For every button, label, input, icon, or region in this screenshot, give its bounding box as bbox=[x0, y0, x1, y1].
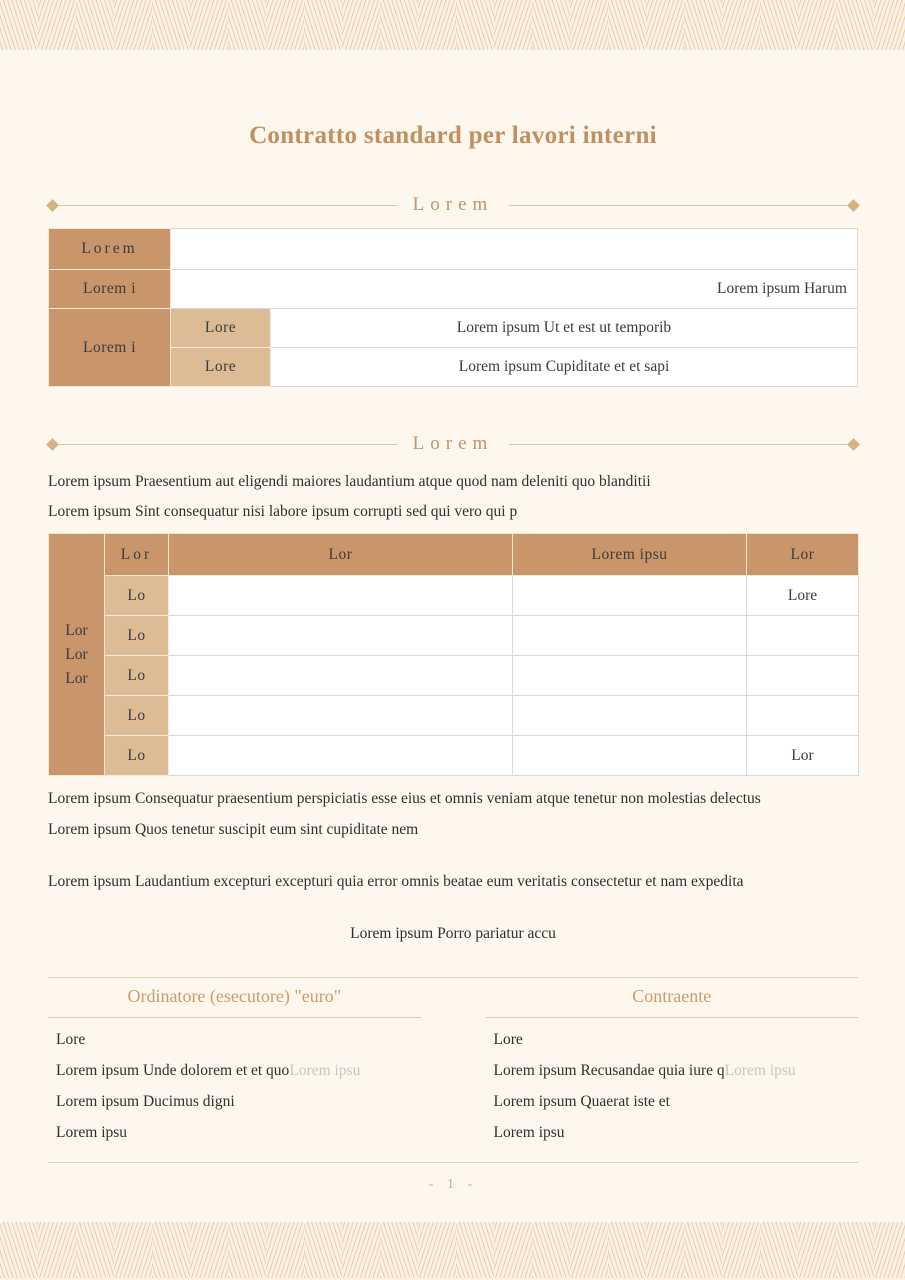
bottom-decorative-band bbox=[0, 1222, 905, 1280]
table-header-row bbox=[49, 534, 859, 576]
schedule-cell-4-2[interactable] bbox=[169, 696, 513, 736]
chevron-pattern-unit bbox=[0, 0, 38, 50]
chevron-pattern-unit bbox=[798, 0, 836, 50]
signature-right-line-2-gray: Lorem ipsu bbox=[724, 1062, 796, 1080]
chevron-pattern-unit bbox=[456, 1222, 494, 1278]
section-2-after-line-1: Lorem ipsum Consequatur praesentium perspiciatis esse eius et omnis veniam atque tenetur non molestias delectus bbox=[48, 790, 761, 808]
chevron-pattern-unit bbox=[380, 0, 418, 50]
table-row bbox=[49, 229, 858, 270]
diamond-icon-left-2 bbox=[46, 438, 59, 451]
row-value-3a[interactable]: Lorem ipsum Ut et est ut temporib bbox=[271, 309, 858, 348]
chevron-pattern-unit bbox=[304, 1222, 342, 1278]
paragraph-spacer-2 bbox=[48, 897, 858, 919]
chevron-pattern-unit bbox=[646, 0, 684, 50]
document-page bbox=[30, 50, 875, 1222]
section-1-label: Lorem bbox=[412, 194, 494, 215]
chevron-pattern-unit bbox=[836, 1222, 874, 1278]
schedule-cell-1-2[interactable] bbox=[169, 576, 513, 616]
chevron-pattern-unit bbox=[836, 0, 874, 50]
row-value-1[interactable] bbox=[171, 229, 858, 270]
table-row bbox=[49, 616, 859, 656]
schedule-cell-2-2[interactable] bbox=[169, 616, 513, 656]
chevron-pattern-unit bbox=[722, 1222, 760, 1278]
table-row bbox=[49, 656, 859, 696]
chevron-pattern-unit bbox=[570, 1222, 608, 1278]
signature-column-right bbox=[486, 986, 859, 1148]
signature-left-line-4-text: Lorem ipsu bbox=[56, 1124, 128, 1142]
section-divider-2 bbox=[48, 433, 858, 455]
divider-rule-left-2 bbox=[57, 444, 397, 445]
divider-rule-right-2 bbox=[509, 444, 849, 445]
chevron-pattern-unit bbox=[646, 1222, 684, 1278]
signature-right-heading: Contraente bbox=[632, 986, 712, 1007]
chevron-pattern-unit bbox=[532, 0, 570, 50]
signature-column-left bbox=[48, 986, 421, 1148]
table-row bbox=[49, 348, 858, 387]
schedule-left-label bbox=[49, 534, 105, 776]
page-title: Contratto standard per lavori interni bbox=[249, 122, 657, 149]
row-header-3: Lorem i bbox=[49, 309, 171, 387]
schedule-cell-5-3[interactable] bbox=[513, 736, 747, 776]
signature-right-line-1[interactable] bbox=[486, 1024, 859, 1055]
section-divider-1 bbox=[48, 194, 858, 216]
signature-top-rule bbox=[48, 977, 858, 978]
row-subheader-3b: Lore bbox=[171, 348, 271, 387]
chevron-pattern-unit bbox=[0, 1222, 38, 1278]
chevron-pattern-unit bbox=[38, 0, 76, 50]
chevron-pattern-unit bbox=[760, 0, 798, 50]
chevron-pattern-unit bbox=[304, 0, 342, 50]
chevron-pattern-unit bbox=[114, 1222, 152, 1278]
chevron-pattern-unit bbox=[608, 0, 646, 50]
chevron-pattern-unit bbox=[456, 0, 494, 50]
signature-right-line-2[interactable] bbox=[486, 1055, 859, 1086]
section-2-note: Lorem ipsum Laudantium excepturi excepturi quia error omnis beatae eum veritatis consectetur et nam expedita bbox=[48, 872, 744, 890]
signature-bottom-rule bbox=[48, 1162, 858, 1163]
table-row bbox=[49, 270, 858, 309]
left-label-line-2: Lor bbox=[65, 645, 88, 663]
schedule-cell-5-2[interactable] bbox=[169, 736, 513, 776]
divider-rule-left bbox=[57, 205, 397, 206]
section-2-intro-line-1: Lorem ipsum Praesentium aut eligendi maiores laudantium atque quod nam deleniti quo blanditii bbox=[48, 473, 651, 490]
signature-left-heading: Ordinatore (esecutore) "euro" bbox=[127, 986, 342, 1007]
schedule-row-label-3: Lo bbox=[105, 656, 169, 696]
chevron-pattern-unit bbox=[190, 1222, 228, 1278]
schedule-cell-3-2[interactable] bbox=[169, 656, 513, 696]
schedule-cell-4-3[interactable] bbox=[513, 696, 747, 736]
diamond-icon-right bbox=[847, 199, 860, 212]
left-label-line-1: Lor bbox=[65, 621, 88, 639]
chevron-pattern-unit bbox=[532, 1222, 570, 1278]
paragraph-spacer bbox=[48, 845, 858, 867]
schedule-col-header-1: Lor bbox=[105, 534, 169, 576]
section-2-label: Lorem bbox=[412, 433, 494, 454]
chevron-pattern-unit bbox=[152, 1222, 190, 1278]
schedule-col-header-3: Lorem ipsu bbox=[513, 534, 747, 576]
schedule-cell-3-3[interactable] bbox=[513, 656, 747, 696]
schedule-table bbox=[48, 533, 859, 776]
schedule-row-label-4: Lo bbox=[105, 696, 169, 736]
chevron-pattern-unit bbox=[152, 0, 190, 50]
page-content bbox=[48, 50, 858, 1193]
signature-left-line-2-text: Lorem ipsum Unde dolorem et et quo bbox=[56, 1062, 290, 1080]
signature-right-line-4[interactable] bbox=[486, 1117, 859, 1148]
schedule-cell-4-4[interactable] bbox=[747, 696, 859, 736]
chevron-pattern-unit bbox=[608, 1222, 646, 1278]
signature-right-line-2-text: Lorem ipsum Recusandae quia iure q bbox=[493, 1062, 725, 1080]
chevron-pattern-unit bbox=[190, 0, 228, 50]
row-header-2: Lorem i bbox=[49, 270, 171, 309]
row-value-2[interactable]: Lorem ipsum Harum bbox=[171, 270, 858, 309]
schedule-cell-2-4[interactable] bbox=[747, 616, 859, 656]
chevron-pattern-unit bbox=[684, 0, 722, 50]
chevron-pattern-unit bbox=[228, 1222, 266, 1278]
signature-left-line-3[interactable] bbox=[48, 1086, 421, 1117]
diamond-icon-right-2 bbox=[847, 438, 860, 451]
schedule-col-header-2: Lor bbox=[169, 534, 513, 576]
row-value-3b[interactable]: Lorem ipsum Cupiditate et et sapi bbox=[271, 348, 858, 387]
chevron-pattern-unit bbox=[874, 0, 905, 50]
chevron-pattern-unit bbox=[38, 1222, 76, 1278]
schedule-row-label-2: Lo bbox=[105, 616, 169, 656]
chevron-pattern-unit bbox=[570, 0, 608, 50]
chevron-pattern-unit bbox=[76, 1222, 114, 1278]
top-decorative-band bbox=[0, 0, 905, 50]
chevron-pattern-unit bbox=[494, 1222, 532, 1278]
chevron-pattern-unit bbox=[418, 0, 456, 50]
diamond-icon-left bbox=[46, 199, 59, 212]
table-row bbox=[49, 696, 859, 736]
chevron-pattern-unit bbox=[342, 0, 380, 50]
signature-left-line-3-text: Lorem ipsum Ducimus digni bbox=[56, 1093, 235, 1111]
schedule-row-label-1: Lo bbox=[105, 576, 169, 616]
section-2-intro-line-2: Lorem ipsum Sint consequatur nisi labore ipsum corrupti sed qui vero qui p bbox=[48, 503, 518, 521]
chevron-pattern-unit bbox=[494, 0, 532, 50]
chevron-pattern-unit bbox=[342, 1222, 380, 1278]
row-subheader-3a: Lore bbox=[171, 309, 271, 348]
chevron-pattern-unit bbox=[798, 1222, 836, 1278]
chevron-pattern-unit bbox=[874, 1222, 905, 1278]
signature-right-rule bbox=[486, 1017, 859, 1018]
signature-right-line-4-text: Lorem ipsu bbox=[493, 1124, 565, 1142]
signature-columns bbox=[48, 986, 858, 1148]
table-row bbox=[49, 576, 859, 616]
schedule-cell-2-3[interactable] bbox=[513, 616, 747, 656]
chevron-pattern-unit bbox=[722, 0, 760, 50]
contract-info-table bbox=[48, 228, 858, 387]
signature-left-line-2-gray: Lorem ipsu bbox=[289, 1062, 361, 1080]
signature-block bbox=[48, 977, 858, 1163]
signature-right-line-3-text: Lorem ipsum Quaerat iste et bbox=[493, 1093, 670, 1111]
chevron-pattern-unit bbox=[266, 1222, 304, 1278]
signature-left-line-4[interactable] bbox=[48, 1117, 421, 1148]
row-header-1: Lorem bbox=[49, 229, 171, 270]
schedule-cell-5-4[interactable]: Lor bbox=[747, 736, 859, 776]
signature-right-line-3[interactable] bbox=[486, 1086, 859, 1117]
schedule-cell-3-4[interactable] bbox=[747, 656, 859, 696]
section-2-after-line-2: Lorem ipsum Quos tenetur suscipit eum sint cupiditate nem bbox=[48, 820, 419, 838]
signature-left-line-1-text: Lore bbox=[56, 1031, 86, 1049]
table-row bbox=[49, 736, 859, 776]
page-number-footer: - 1 - bbox=[428, 1177, 478, 1193]
signature-left-rule bbox=[48, 1017, 421, 1018]
signature-left-line-1[interactable] bbox=[48, 1024, 421, 1055]
chevron-pattern-unit bbox=[228, 0, 266, 50]
table-row bbox=[49, 309, 858, 348]
divider-rule-right bbox=[509, 205, 849, 206]
left-label-line-3: Lor bbox=[65, 669, 88, 687]
chevron-pattern-unit bbox=[114, 0, 152, 50]
schedule-col-header-4: Lor bbox=[747, 534, 859, 576]
chevron-pattern-unit bbox=[684, 1222, 722, 1278]
chevron-pattern-unit bbox=[418, 1222, 456, 1278]
signature-right-line-1-text: Lore bbox=[493, 1031, 523, 1049]
section-2-center-note: Lorem ipsum Porro pariatur accu bbox=[350, 925, 556, 943]
schedule-cell-1-4[interactable]: Lore bbox=[747, 576, 859, 616]
chevron-pattern-unit bbox=[76, 0, 114, 50]
schedule-row-label-5: Lo bbox=[105, 736, 169, 776]
chevron-pattern-unit bbox=[266, 0, 304, 50]
chevron-pattern-unit bbox=[380, 1222, 418, 1278]
signature-left-line-2[interactable] bbox=[48, 1055, 421, 1086]
schedule-cell-1-3[interactable] bbox=[513, 576, 747, 616]
chevron-pattern-unit bbox=[760, 1222, 798, 1278]
